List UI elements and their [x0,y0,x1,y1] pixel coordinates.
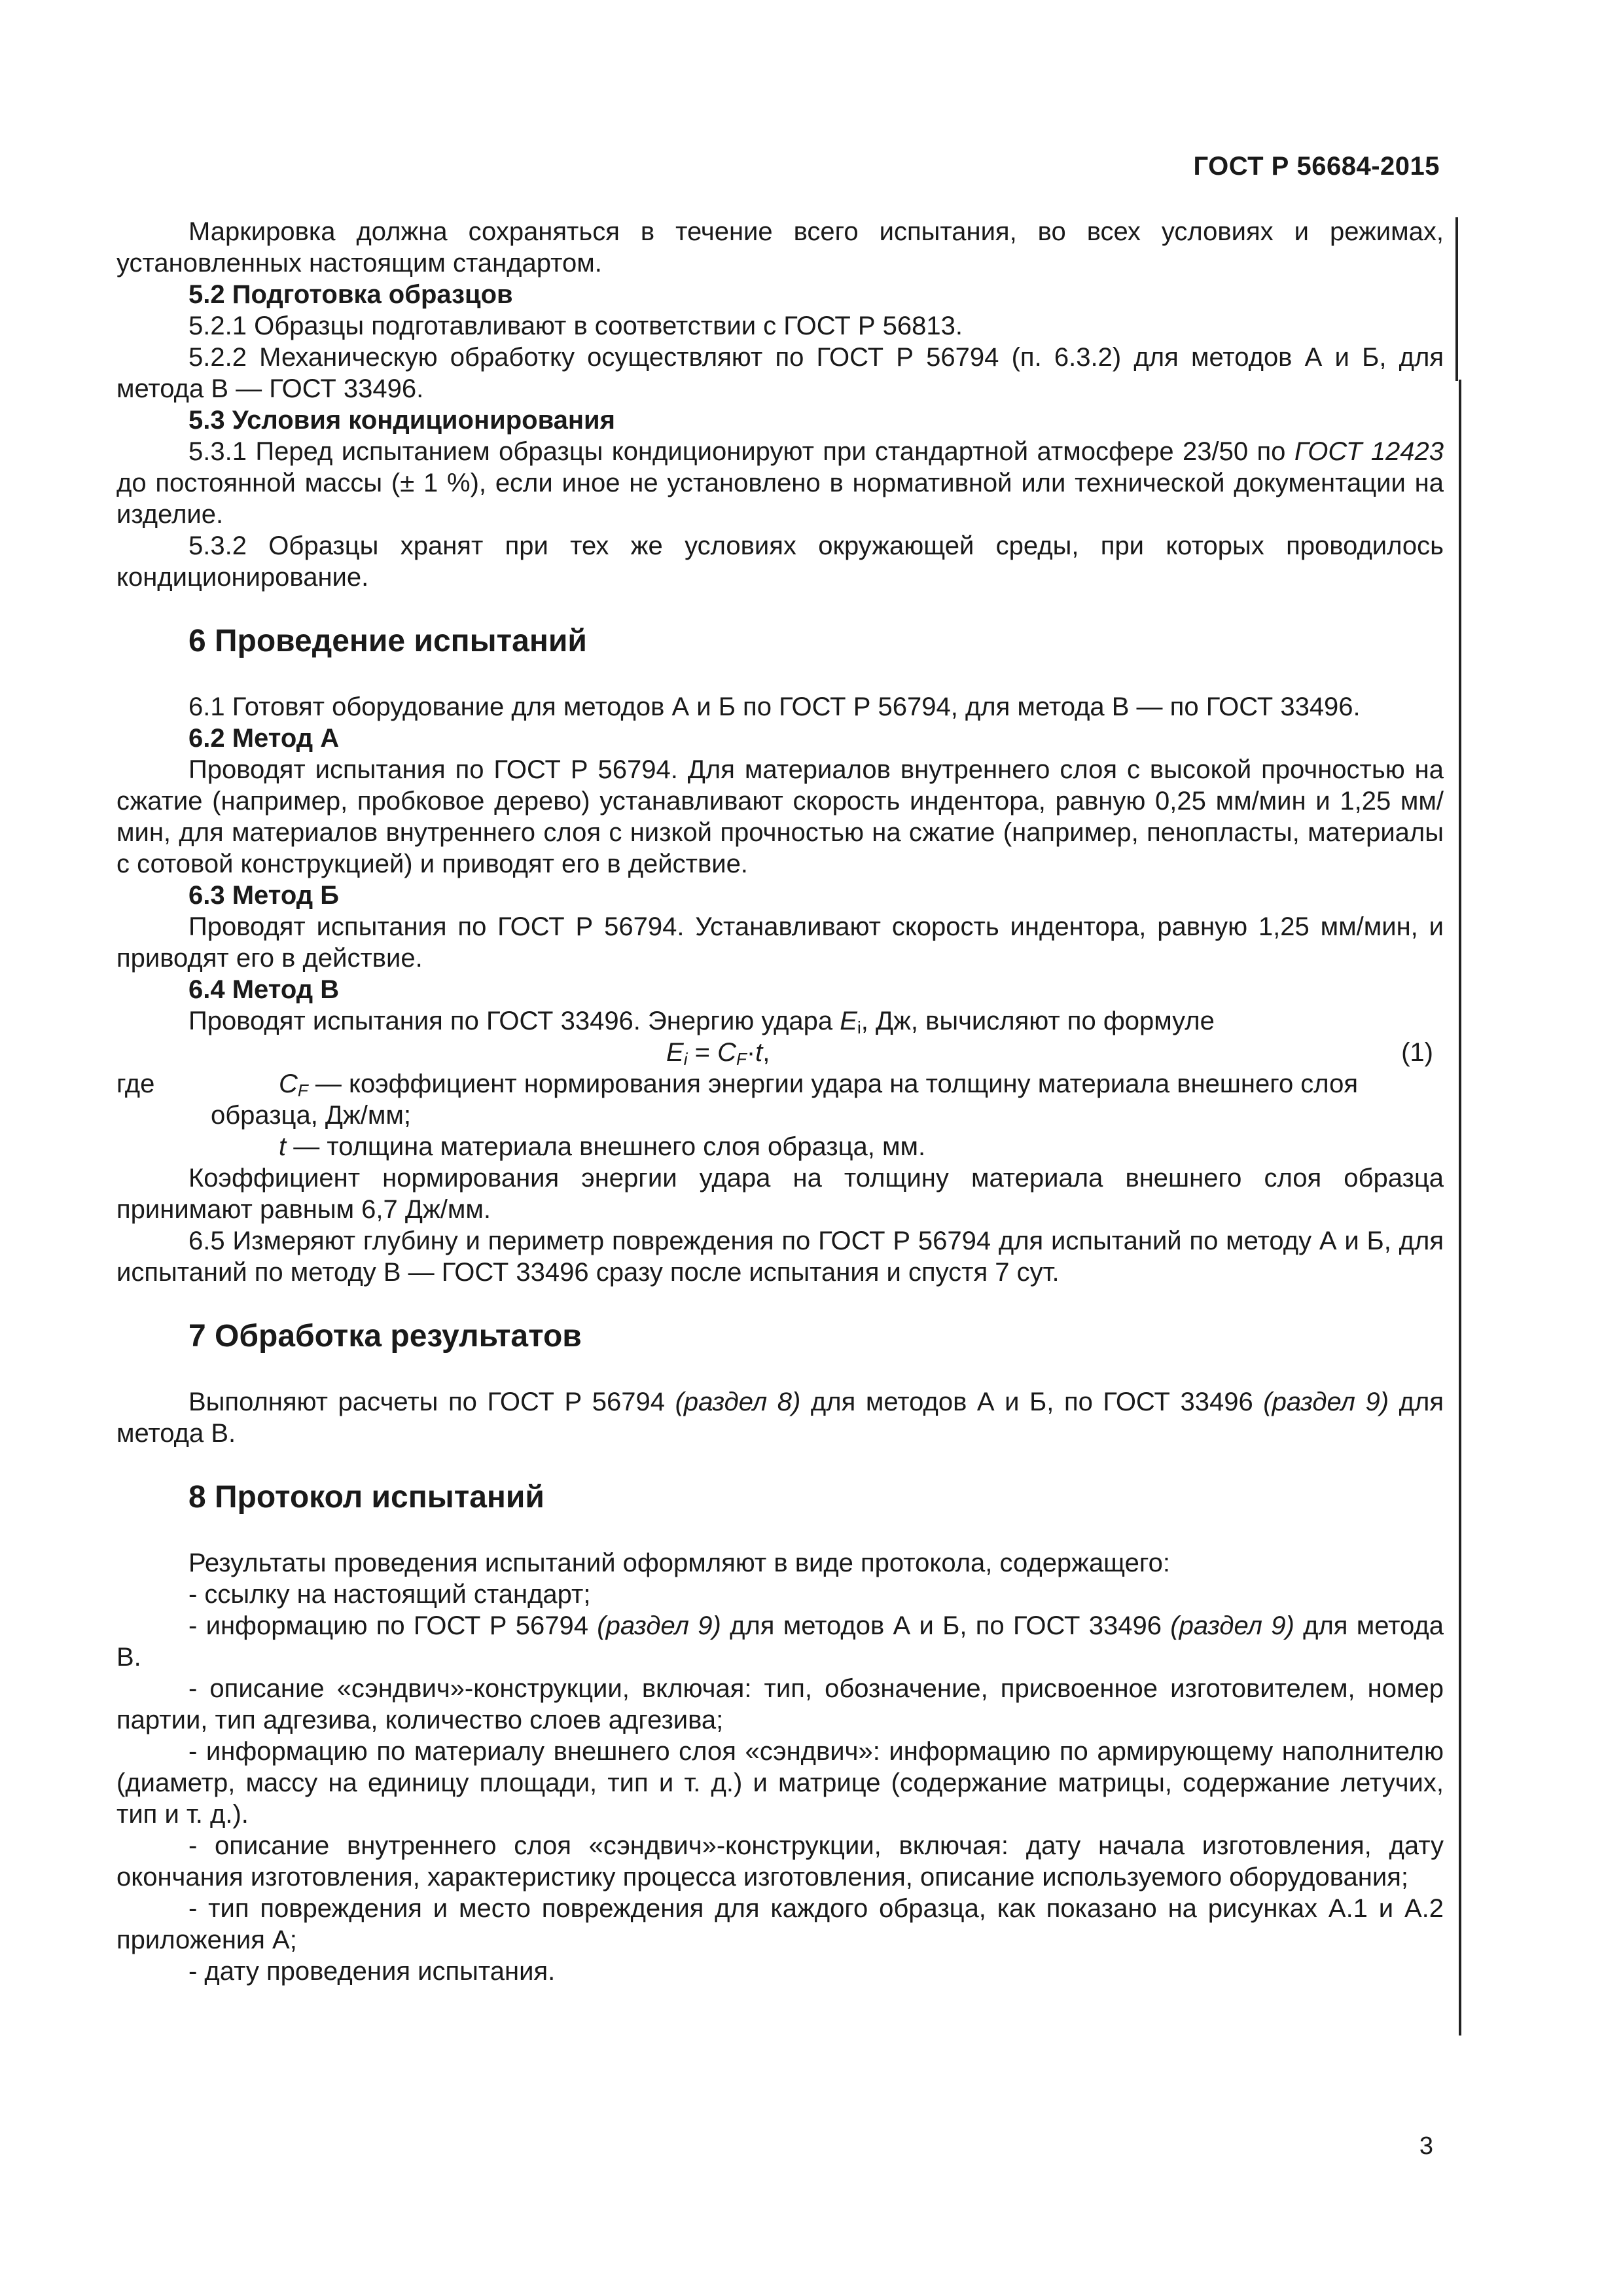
text-fragment: 5.3.1 Перед испытанием образцы кондиционируют при стандартной атмосфере 23/50 по [188,437,1286,466]
formula-expression [666,1037,770,1068]
formula-number: (1) [1401,1038,1433,1067]
text-fragment: для методов А и Б, по ГОСТ 33496 [730,1611,1162,1640]
paragraph-5-3-1 [116,436,1444,530]
text-fragment: до постоянной массы (± 1 %), если иное не установлено в нормативной или технической документации на изделие. [116,469,1444,529]
text-fragment: , Дж, вычисляют по формуле [861,1007,1215,1035]
paragraph-6-4 [116,1005,1444,1037]
paragraph-5-2-2: 5.2.2 Механическую обработку осуществляют по ГОСТ Р 56794 (п. 6.3.2) для методов А и Б, для метода В — ГОСТ 33496. [116,343,1444,403]
subscript: i [683,1049,688,1069]
text-fragment: Выполняют расчеты по ГОСТ Р 56794 [188,1388,665,1416]
formula-symbol: C [717,1038,736,1067]
paragraph-5-2-1: 5.2.1 Образцы подготавливают в соответствии с ГОСТ Р 56813. [188,312,963,340]
formula-symbol: t [755,1038,763,1067]
subscript: F [736,1049,747,1069]
formula-operator: · [746,1038,756,1067]
text-fragment: для методов А и Б, по ГОСТ 33496 [810,1388,1253,1416]
list-item: - описание «сэндвич»-конструкции, включая: тип, обозначение, присвоенное изготовителем, номер партии, тип адгезива, количество слоев адгезива; [116,1674,1444,1734]
subsection-heading-6-3: 6.3 Метод Б [188,881,339,910]
subsection-heading-6-4: 6.4 Метод В [188,975,340,1004]
document-header: ГОСТ Р 56684-2015 [1193,152,1440,181]
paragraph-6-1: 6.1 Готовят оборудование для методов А и Б по ГОСТ Р 56794, для метода В — по ГОСТ 33496. [188,692,1361,721]
variable: t [279,1132,287,1161]
formula-operator: = [687,1038,718,1067]
list-item [116,1610,1444,1673]
paragraph-6-3: Проводят испытания по ГОСТ Р 56794. Устанавливают скорость индентора, равную 1,25 мм/мин, и приводят его в действие. [116,912,1444,973]
section-reference: (раздел 9) [597,1611,721,1640]
section-reference: (раздел 9) [1263,1388,1389,1416]
formula-legend [116,1068,1444,1162]
revision-bar-main [1459,380,1461,2036]
list-item: - описание внутреннего слоя «сэндвич»-конструкции, включая: дату начала изготовления, дату окончания изготовления, характеристику процесса изготовления, описание используемого оборудования; [116,1831,1444,1892]
paragraph-7 [116,1386,1444,1449]
text-fragment: — толщина материала внешнего слоя образца, мм. [286,1132,926,1161]
subscript: i [857,1018,861,1037]
text-fragment: Проводят испытания по ГОСТ 33496. Энергию удара [188,1007,833,1035]
paragraph-6-2: Проводят испытания по ГОСТ Р 56794. Для материалов внутреннего слоя с высокой прочностью на сжатие (например, пробковое дерево) устанавливают скорость индентора, равную 0,25 мм/мин и 1,25 мм/мин, для материалов внутреннего слоя с низкой прочностью на сжатие (например, пенопласты, материалы с сотовой конструкцией) и приводят его в действие. [116,755,1444,878]
section-heading-8: 8 Протокол испытаний [188,1480,544,1515]
formula-1 [116,1037,1444,1068]
paragraph-5-3-2: 5.3.2 Образцы хранят при тех же условиях окружающей среды, при которых проводилось кондиционирование. [116,531,1444,592]
section-heading-7: 7 Обработка результатов [188,1319,582,1354]
subsection-heading-6-2: 6.2 Метод А [188,724,340,753]
page-number: 3 [1419,2132,1433,2160]
subscript: F [297,1081,308,1100]
subsection-heading-5-2: 5.2 Подготовка образцов [188,280,513,309]
text-fragment: для метода В. [116,1388,1444,1448]
text-fragment: — коэффициент нормирования энергии удара на толщину материала внешнего слоя [308,1069,1358,1098]
paragraph-8-intro: Результаты проведения испытаний оформляют в виде протокола, содержащего: [188,1549,1170,1577]
paragraph-marking: Маркировка должна сохраняться в течение всего испытания, во всех условиях и режимах, установленных настоящим стандартом. [116,217,1444,278]
text-fragment: - информацию по ГОСТ Р 56794 [188,1611,588,1640]
revision-bar-top [1455,217,1458,381]
list-item: - ссылку на настоящий стандарт; [188,1580,591,1609]
legend-item-cf-cont: образца, Дж/мм; [211,1101,411,1130]
text-fragment: для метода В. [116,1611,1444,1672]
formula-symbol: E [666,1038,684,1067]
section-reference: (раздел 8) [675,1388,801,1416]
variable: C [279,1069,298,1098]
document-body [116,216,1444,1987]
formula-operator: , [762,1038,770,1067]
variable: E [840,1007,857,1035]
paragraph-coefficient: Коэффициент нормирования энергии удара на толщину материала внешнего слоя образца принимают равным 6,7 Дж/мм. [116,1164,1444,1224]
list-item: - дату проведения испытания. [188,1957,556,1986]
legend-item-cf [116,1068,1444,1100]
subsection-heading-5-3: 5.3 Условия кондиционирования [188,406,615,435]
paragraph-6-5: 6.5 Измеряют глубину и периметр повреждения по ГОСТ Р 56794 для испытаний по методу А и Б, для испытаний по методу В — ГОСТ 33496 сразу после испытания и спустя 7 сут. [116,1227,1444,1287]
legend-item-t [116,1131,1444,1162]
section-heading-6: 6 Проведение испытаний [188,624,587,658]
list-item: - тип повреждения и место повреждения для каждого образца, как показано на рисунках А.1 и А.2 приложения А; [116,1894,1444,1954]
list-item: - информацию по материалу внешнего слоя «сэндвич»: информацию по армирующему наполнителю (диаметр, массу на единицу площади, тип и т. д.) и матрице (содержание матрицы, содержание летучих, тип и т. д.). [116,1737,1444,1829]
standard-reference: ГОСТ 12423 [1294,437,1444,466]
legend-label: где [116,1069,155,1098]
section-reference: (раздел 9) [1170,1611,1294,1640]
